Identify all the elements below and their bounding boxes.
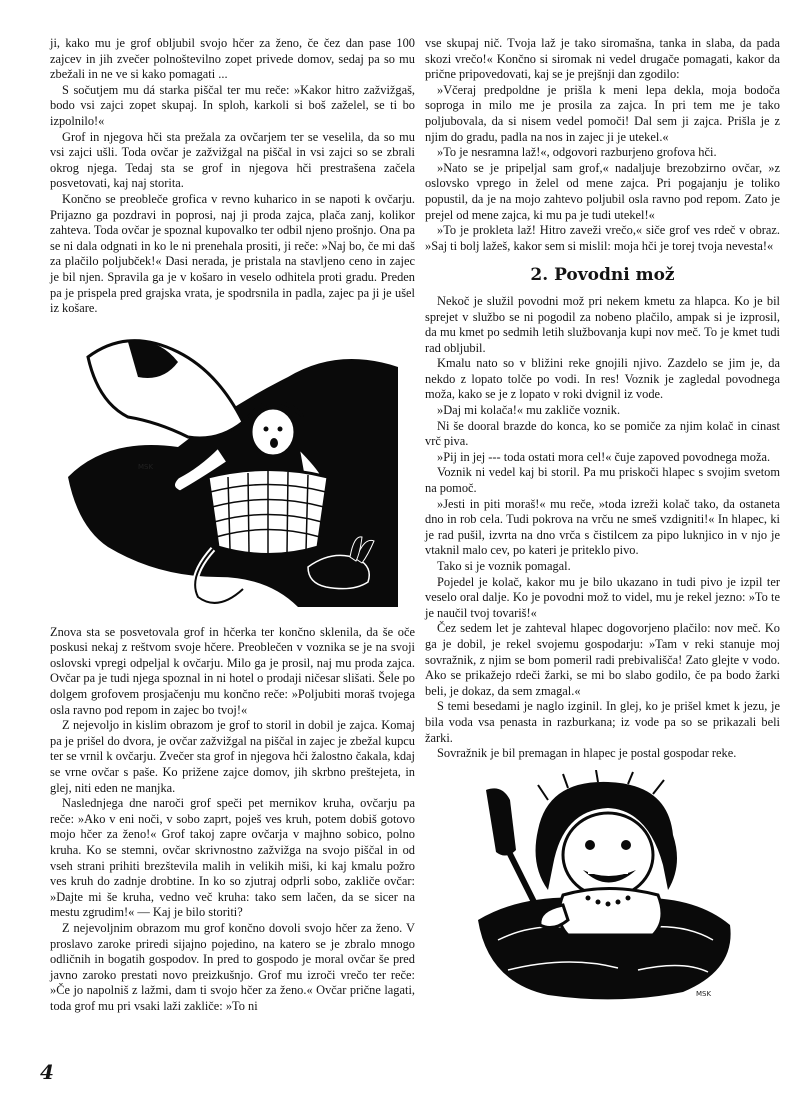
story-paragraph: Znova sta se posvetovala grof in hčerka ter končno sklenila, da še oče poskusi nekaj z reštvom svoje hčere. Preoblečen v voznika se je na svoji oslovski vpregi odpeljal k ovčarju. Milo ga je prosil, naj mu proda zajca. Ovčar pa je tudi njega spoznal in ni hotel o prodaji ničesar slišati. Šele po dolgem grofovem prosjačenju mu končno reče: »Poljubiti moraš tvojega osla ravno pod repom in zajec bo tvoj!« [50,624,415,717]
story-paragraph: »Daj mi kolača!« mu zakliče voznik. [437,403,621,418]
story-paragraph: Ni še dooral brazde do konca, ko se pomiče za njim kolač in cinast vrč piva. [425,418,780,449]
section-title: 2. Povodni mož [530,265,675,286]
story-paragraph: »Pij in jej --- toda ostati mora cel!« čuje zapoved povodnega moža. [437,449,771,464]
story-paragraph: S sočutjem mu dá starka piščal ter mu reče: »Kakor hitro zažvižgaš, bodo vsi zajci zopet skupaj. In sploh, karkoli si boš zaželel, se ti bo izpolnilo!« [50,82,415,128]
story-paragraph: »To je nesramna laž!«, odgovori razburjeno grofova hči. [437,145,717,160]
right-column [425,36,780,1000]
left-column [50,36,415,1015]
story-paragraph: »To je prokleta laž! Hitro zaveži vrečo,« siče grof ves rdeč v obraz. »Saj ti bolj lažeš, kakor sem si mislil: moja hči je torej tvoja nevesta!« [425,223,780,253]
story-paragraph: »Včeraj predpoldne je prišla k meni lepa dekla, moja bodoča soproga in milo me je prosila za zajca. In pri tem me je tako poljubovala, da si nisem vedel pomoči! Dal sem ji zajca. Prišla je z njim do gradu, padla na nos in zajec ji je utekel.« [425,82,780,144]
story-paragraph: Čez sedem let je zahteval hlapec dogovorjeno plačilo: nov meč. Ko ga je dobil, je rekel svojemu gospodarju: »Tam v reki stanuje moj sovražnik, z njim se bom pomeril radi prebivališča! Zato glejte v vodo. Ako se prikažejo rdeči žarki, se mi bo slabo godilo, če pa bodo žarki beli, je dokaz, da sem zmagal.« [425,621,780,698]
illustrator-signature: MSK [137,462,153,471]
page-number: 4 [40,1060,54,1084]
story-paragraph: Tako si je voznik pomagal. [437,559,571,573]
story-paragraph: ji, kako mu je grof obljubil svojo hčer za ženo, če čez dan pase 100 zajcev in jih zvečer polnoštevilno zopet privede domov, sedaj pa so mu zbežali in ne ve si kako pomagati ... [50,36,415,82]
story-paragraph: vse skupaj nič. Tvoja laž je tako siromašna, tanka in slaba, da pada skozi vrečo!« Končno si siromak ni vedel drugače pomagati, kakor da prične pripovedovati, kaj se je prejšnji dan zgodilo: [425,36,780,82]
story-paragraph: S temi besedami je naglo izginil. In glej, ko je prišel kmet k jezu, je bila voda vsa penasta in razburkana; iz vode pa so se prikazali beli žarki. [425,699,780,745]
story-paragraph: Pojedel je kolač, kakor mu je bilo ukazano in tudi pivo je izpil ter veselo oral dalje. Ko je povodni mož to videl, mu je rekel jezno: »To te je naučil tvoj tovariš!« [425,574,780,620]
story-paragraph: Nekoč je služil povodni mož pri nekem kmetu za hlapca. Ko je bil sprejet v službo se ni pogodil za nobeno plačilo, ampak si je izprosil, da mu kmet po sedmih letih službovanja kupi nov meč. To je kmet tudi rad obljubil. [425,293,780,355]
story-paragraph: »Jesti in piti moraš!« mu reče, »toda izreži kolač tako, da ostaneta dno in rob cela. Tudi pokrova na vrču ne smeš vzdigniti!« In hlapec, ki je rad pušil, izvrta na dno vrča s čistilcem za pipo luknjico in v njo je vtaknil malo cev, po kateri je priteklo pivo. [425,496,780,558]
story-paragraph: Končno se preobleče grofica v revno kuharico in se napoti k ovčarju. Prijazno ga pozdravi in poprosi, naj ji proda zajca, plača zanj, kolikor zahteva. Toda ovčar je spoznal kupovalko ter odbil njeno prošnjo. Ona pa se ni dala odgnati in ko le ni prenehala prositi, ji reče: »Naj bo, če mi daš za plačilo poljubček!« Dasi nerada, je pristala na stavljeno ceno in zajec je bil njen. Spravila ga je v košaro in veselo odhitela proti gradu. Preden pa je prispela pred grajska vrata, je spodrsnila in padla, zajec pa ji je ušel iz košare. [50,191,415,316]
story-paragraph: Sovražnik je bil premagan in hlapec je postal gospodar reke. [437,746,737,761]
waterman-drawing [468,770,738,1000]
story-paragraph: Voznik ni vedel kaj bi storil. Pa mu priskoči hlapec s svojim svetom na pomoč. [425,465,780,496]
story-paragraph: Z nejevoljo in kislim obrazom je grof to storil in dobil je zajca. Komaj pa je prišel do dvora, je ovčar zažvižgal na piščal in zajec je zbežal kupcu ter se vrnil k ovčarju. Zvečer sta grof in njegova hči žalostno čakala, kdaj se vrne ovčar s paše. Ko priženе zajce domov, jih skrbno preštejeta, in glej, niti eden ne manjka. [50,718,415,795]
story-paragraph: Kmalu nato so v bližini reke gnojili njivo. Zazdelo se jim je, da nekdo z lopato tolče po vodi. In res! Voznik je zagledal povodnega moža, kako se je z lopato v roki dvignil iz vode. [425,356,780,402]
story-paragraph: Grof in njegova hči sta prežala za ovčarjem ter se veselila, da so mu vsi zajci ušli. Toda ovčar je zažvižgal na piščal in vsi zajci so se zbrali okrog njega. Tedaj sta se grof in njegova hči prestrašena začela posvetovati, kaj naj storita. [50,129,415,191]
story-paragraph: Naslednjega dne naroči grof speči pet mernikov kruha, ovčarju pa reče: »Ako v eni noči, v sobo zaprt, poješ ves kruh, potem dobiš gotovo mojo hčer za ženo!« Grof takoj zapre ovčarja v majhno sobico, polno kruha. Ko se stemni, ovčar skrivnostno zažvižga na svojo piščal in od vseh strani prihiti brezštevila malih in velikih miši, ki kaj kmalu požro ves kruh do zadnje drobtine. In ko so zjutraj odprli sobo, zakliče ovčar: »Dajte mi še kruha, vedno več kruha: tako sem lačen, da se sicer na mestu zgrudim!« — Kaj je bilo storiti? [50,796,415,920]
story-paragraph: Z nejevoljnim obrazom mu grof končno dovoli svojo hčer za ženo. V proslavo zaroke priredi sijajno pojedino, na katero se je zbralo mnogo odličnih in bogatih gospodov. In pred to gospodo je moral ovčar še pred javno zaroko prestati novo preizkušnjo. Grof mu izroči vrečo ter reče: »Če jo napolniš z lažmi, dam ti svojo hčer za ženo.« Ovčar prične lagati, toda grof mu pri vsaki laži zakliče: »To ni [50,920,415,1013]
waterman-illustration [468,770,738,1000]
illustrator-signature: MSK [695,989,711,998]
girl-falling-drawing [68,327,398,607]
girl-with-basket-illustration [68,327,398,607]
story-paragraph: »Nato se je pripeljal sam grof,« nadaljuje brezobzirno ovčar, »z oslovsko vprego in želel od mene zajca. Pri pogajanju je toliko popustil, da je na mojo zahtevo poljubil osla ravno pod repom. Zato je prejel od mene zajca, ki mu pa je tudi utekel!« [425,160,780,222]
